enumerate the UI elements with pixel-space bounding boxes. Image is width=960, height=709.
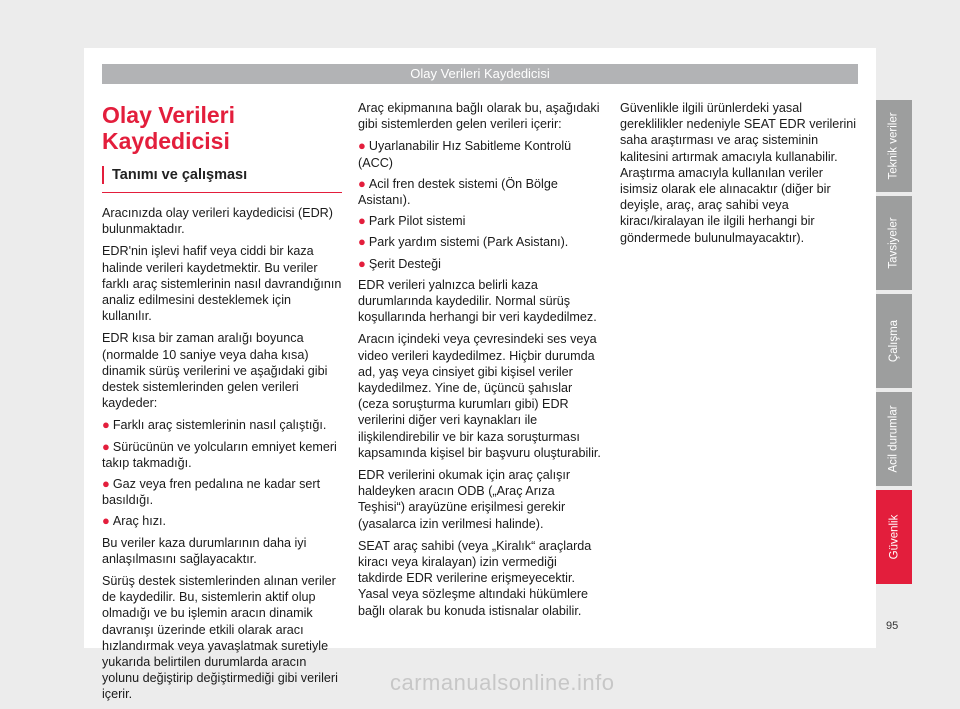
paragraph: Güvenlikle ilgili ürünlerdeki yasal gereklilikler nedeniyle SEAT EDR verilerini saha araştırması ve araç sisteminin kalitesini artırmak amacıyla kullanabilir. Araştırma amacıyla kullanılan veriler isimsiz olarak ele alınacaktır (diğer bir deyişle, araç, araç sahibi veya kiracı/kiralayan ile ilgili herhangi bir göndermede bulunulmayacaktır). bbox=[620, 101, 857, 245]
column-3 bbox=[620, 100, 860, 252]
paragraph: Araç ekipmanına bağlı olarak bu, aşağıdaki gibi sistemlerden gelen verileri içerir: bbox=[358, 101, 600, 132]
bullet-icon: ● bbox=[358, 175, 366, 191]
paragraph: SEAT araç sahibi (veya „Kiralık“ araçlarda kiracı veya kiralayan) izin vermediği takdirde EDR verilerine erişmeyecektir. Yasal veya sözleşme altındaki hükümlere bağlı olarak bu konuda istisnalar olabilir. bbox=[358, 538, 592, 618]
bullet-icon: ● bbox=[102, 417, 110, 433]
tab-tavsiyeler[interactable]: Tavsiyeler bbox=[876, 196, 912, 290]
paragraph: Aracın içindeki veya çevresindeki ses veya video verileri kaydedilmez. Hiçbir durumda ad, yaş veya cinsiyet gibi kişisel veriler kaydedilmez. Yine de, üçüncü şahıslar (ceza soruşturma kurumları gibi) EDR verilerini diğer veri kaynakları ile ilişkilendirebilir ve bir kaza soruşturması kapsamında kişisel bir başvuru oluşturabilir. bbox=[358, 332, 601, 460]
page-header: Olay Verileri Kaydedicisi bbox=[102, 64, 858, 84]
tab-guvenlik[interactable]: Güvenlik bbox=[876, 490, 912, 584]
section-title: Tanımı ve çalışması bbox=[102, 166, 342, 184]
bullet-icon: ● bbox=[358, 255, 366, 271]
watermark: carmanualsonline.info bbox=[390, 670, 615, 695]
bullet-icon: ● bbox=[102, 476, 110, 492]
tab-calisma[interactable]: Çalışma bbox=[876, 294, 912, 388]
list-item: ● Sürücünün ve yolcuların emniyet kemeri takıp takmadığı. bbox=[102, 438, 337, 470]
paragraph: Aracınızda olay verileri kaydedicisi (EDR) bulunmaktadır. bbox=[102, 206, 333, 237]
list-item: ● Uyarlanabilir Hız Sabitleme Kontrolü (ACC) bbox=[358, 138, 572, 170]
list-item: ● Park yardım sistemi (Park Asistanı). bbox=[358, 234, 569, 250]
column-1 bbox=[102, 92, 342, 709]
tab-acil-durumlar[interactable]: Acil durumlar bbox=[876, 392, 912, 486]
list-item: ● Acil fren destek sistemi (Ön Bölge Asistanı). bbox=[358, 175, 558, 208]
bullet-icon: ● bbox=[358, 234, 366, 250]
list-item: ● Park Pilot sistemi bbox=[358, 213, 466, 229]
bullet-icon: ● bbox=[102, 513, 110, 529]
tab-teknik-veriler[interactable]: Teknik veriler bbox=[876, 100, 912, 192]
bullet-icon: ● bbox=[102, 438, 110, 454]
list-item: ● Gaz veya fren pedalına ne kadar sert basıldığı. bbox=[102, 476, 321, 508]
paragraph: EDR verilerini okumak için araç çalışır haldeyken aracın ODB („Araç Arıza Teşhisi“) arayüzüne erişilmesi gerekir (yasalarca izin verilmesi halinde). bbox=[358, 468, 571, 531]
paragraph: EDR verileri yalnızca belirli kaza durumlarında kaydedilir. Normal sürüş koşullarında herhangi bir veri kaydedilmez. bbox=[358, 277, 597, 325]
bullet-icon: ● bbox=[358, 213, 366, 229]
list-item: ● Şerit Desteği bbox=[358, 255, 441, 271]
page-title: Olay Verileri Kaydedicisi bbox=[102, 102, 235, 154]
bullet-icon: ● bbox=[358, 138, 366, 154]
list-item: ● Araç hızı. bbox=[102, 513, 167, 529]
paragraph: Sürüş destek sistemlerinden alınan veriler de kaydedilir. Bu, sistemlerin aktif olup olmadığı ve bu işlemin aracın dinamik davranışı üzerinde etkili olarak aracı hızlandırmak veya yavaşlatmak suretiyle yukarıda belirtilen durumlarda aracın yolunu değiştirip değiştirmediği gibi verileri içerir. bbox=[102, 574, 338, 702]
paragraph: EDR kısa bir zaman aralığı boyunca (normalde 10 saniye veya daha kısa) dinamik sürüş verilerini ve aşağıdaki gibi destek sistemlerinden gelen verileri kaydeder: bbox=[102, 331, 328, 411]
section-header bbox=[102, 166, 342, 193]
page-number: 95 bbox=[886, 620, 899, 632]
column-2 bbox=[358, 100, 603, 625]
list-item: ● Farklı araç sistemlerinin nasıl çalıştığı. bbox=[102, 417, 327, 433]
paragraph: Bu veriler kaza durumlarının daha iyi anlaşılmasını sağlayacaktır. bbox=[102, 535, 307, 566]
paragraph: EDR'nin işlevi hafif veya ciddi bir kaza halinde verileri kaydetmektir. Bu veriler farklı araç sistemlerinin nasıl davrandığının analiz edilmesini desteklemek için kullanılır. bbox=[102, 244, 342, 324]
